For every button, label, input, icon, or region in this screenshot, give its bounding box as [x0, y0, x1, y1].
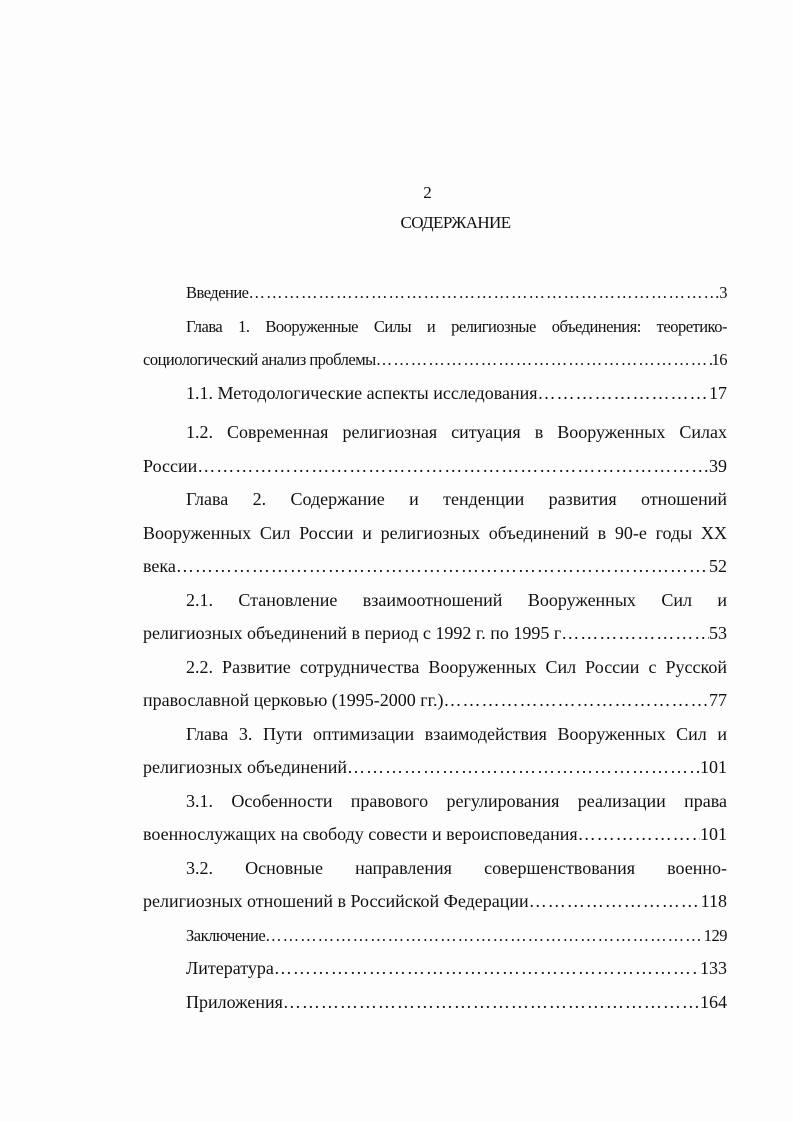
toc-entry-page: 129 — [703, 925, 727, 945]
toc-entry-title-line: Глава 2. Содержание и тенденции развития отношений — [186, 489, 727, 509]
toc-entry-title-line: военнослужащих на свободу совести и вероисповедания — [143, 824, 578, 844]
toc-entry-section-1-2 — [143, 416, 727, 483]
toc-entry-chapter-3 — [143, 718, 727, 785]
toc-entry-page: 53 — [709, 623, 727, 643]
toc-entry-title-line: 3.2. Основные направления совершенствования военно- — [186, 857, 727, 878]
table-of-contents — [143, 276, 727, 1019]
toc-entry-title-line: России — [143, 455, 198, 476]
dot-leader — [529, 885, 701, 919]
toc-entry-literature — [143, 952, 727, 986]
dot-leader — [347, 751, 700, 785]
toc-entry-title-line: 1.2. Современная религиозная ситуация в Вооруженных Силах — [186, 422, 727, 442]
toc-entry-section-2-2 — [143, 651, 727, 718]
dot-leader — [265, 919, 704, 953]
dot-leader — [561, 617, 709, 651]
toc-entry-title: Литература — [186, 958, 274, 978]
toc-entry-page: 101 — [700, 824, 727, 844]
toc-entry-page: 17 — [709, 382, 727, 403]
toc-entry-intro — [143, 276, 727, 310]
toc-entry-chapter-1 — [143, 310, 727, 377]
toc-entry-page: 164 — [700, 991, 727, 1012]
toc-entry-title-line: века — [143, 556, 176, 576]
toc-entry-title: 1.1. Методологические аспекты исследования — [186, 382, 538, 403]
dot-leader — [249, 276, 720, 310]
toc-entry-page: 16 — [711, 350, 727, 369]
toc-entry-section-3-1 — [143, 785, 727, 852]
toc-entry-page: 118 — [700, 891, 727, 911]
toc-entry-title: Приложения — [186, 991, 283, 1012]
toc-entry-title-line: Глава 3. Пути оптимизации взаимодействия Вооруженных Сил и — [186, 723, 727, 744]
toc-entry-title: Заключение — [186, 925, 266, 945]
toc-entry-title-line: православной церковью (1995-2000 гг.) — [143, 690, 444, 710]
toc-entry-title-line: Глава 1. Вооруженные Силы и религиозные объединения: теоретико- — [186, 316, 727, 336]
toc-entry-page: 3 — [719, 283, 727, 302]
toc-entry-page: 77 — [709, 690, 727, 710]
dot-leader — [197, 450, 709, 484]
toc-entry-title-line: 2.2. Развитие сотрудничества Вооруженных Сил России с Русской — [186, 656, 727, 677]
toc-entry-title-line: религиозных объединений — [143, 757, 348, 777]
toc-entry-chapter-2 — [143, 483, 727, 584]
dot-leader — [538, 377, 709, 411]
dot-leader — [176, 550, 709, 584]
dot-leader — [274, 952, 700, 986]
toc-entry-title-line: 3.1. Особенности правового регулирования реализации права — [186, 790, 727, 811]
page-number: 2 — [423, 183, 432, 202]
toc-heading: СОДЕРЖАНИЕ — [400, 213, 511, 232]
dot-leader — [283, 986, 700, 1020]
toc-entry-title-line: религиозных объединений в период с 1992 г. по 1995 г — [143, 623, 562, 643]
toc-entry-page: 101 — [700, 757, 727, 777]
toc-entry-title-line: религиозных отношений в Российской Федерации — [143, 891, 529, 911]
dot-leader — [578, 818, 700, 852]
toc-entry-section-2-1 — [143, 584, 727, 651]
toc-entry-section-3-2 — [143, 852, 727, 919]
toc-entry-section-1-1 — [143, 377, 727, 411]
dot-leader — [376, 343, 712, 377]
toc-entry-page: 52 — [709, 556, 727, 576]
toc-entry-title-line: социологический анализ проблемы — [143, 350, 376, 369]
toc-entry-appendices — [143, 986, 727, 1020]
toc-entry-conclusion — [143, 919, 727, 953]
toc-entry-title-line: Вооруженных Сил России и религиозных объединений в 90-е годы XX — [143, 522, 727, 543]
dot-leader — [444, 684, 710, 718]
toc-entry-page: 39 — [709, 455, 727, 476]
toc-entry-page: 133 — [700, 958, 727, 978]
toc-entry-title-line: 2.1. Становление взаимоотношений Вооруженных Сил и — [186, 589, 727, 610]
toc-entry-title: Введение — [186, 283, 249, 302]
